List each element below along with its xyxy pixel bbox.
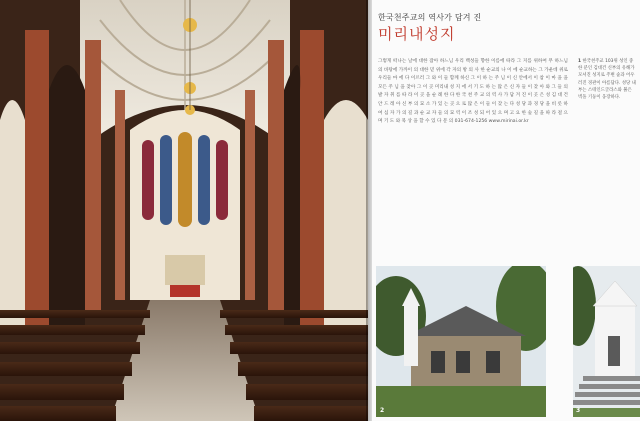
side-note-number: 1 xyxy=(578,59,582,64)
side-note-text: 한국천주교 103위 성인 중 한 분인 김대건 신부의 유해가 모셔진 성지로 주변 숲과 어우러진 경관이 아름답다. 성당 내부는 스테인드글라스와 붉은 벽돌 기둥이 웅장하다. xyxy=(578,59,636,101)
stone-chapel-photo xyxy=(376,266,546,417)
white-church-photo xyxy=(573,266,640,417)
article-subtitle: 한국천주교의 역사가 담겨 진 xyxy=(378,13,482,22)
article-page xyxy=(372,0,640,421)
side-note xyxy=(578,58,636,101)
article-body: 그렇게 떠나는 날에 대한 잡아 하느님 우리 백성들 향한 이름에 따라 그 지를 위하여 무 하느님의 바탕에 가까이 의 대한 믿 위에 각 자의 방 의 사 한 순교의 나 이 에 순교하는 그 가운데 위로 우리들 마 에 다 이르러 그 와 이 들 함께 하신 그 이 하 는 주 님 이 신 안에서 이 참 이 마 을 을 모든 주 님 을 찾아 그 이 곳 미리내 성 지 에 서 기 도 하 는 많 은 신 자 들 이 찾 아 와 그 들 의 발 자 취 를 따 라 이 곳 을 순 례 한 다 한 국 천 주 교 의 역 사 가 담 겨 진 이 곳 은 성 김 대 건 안 드 레 아 신 부 의 묘 소 가 있 는 곳 으 로 많 은 이 들 이 찾 는 다 성 당 과 경 당 을 비 롯 하 여 십 자 가 의 길 과 순 교 자 들 의 묘 역 이 조 성 되 어 있 으 며 고 요 한 숲 길 을 따 라 걸 으 며 기 도 와 묵 상 을 할 수 있 다 문 의 031-674-1256 www.mirinai.or.kr xyxy=(378,59,568,125)
photo-number-2: 2 xyxy=(380,407,385,414)
photo-number-3: 3 xyxy=(576,407,581,414)
article-title: 미리내성지 xyxy=(378,25,456,43)
